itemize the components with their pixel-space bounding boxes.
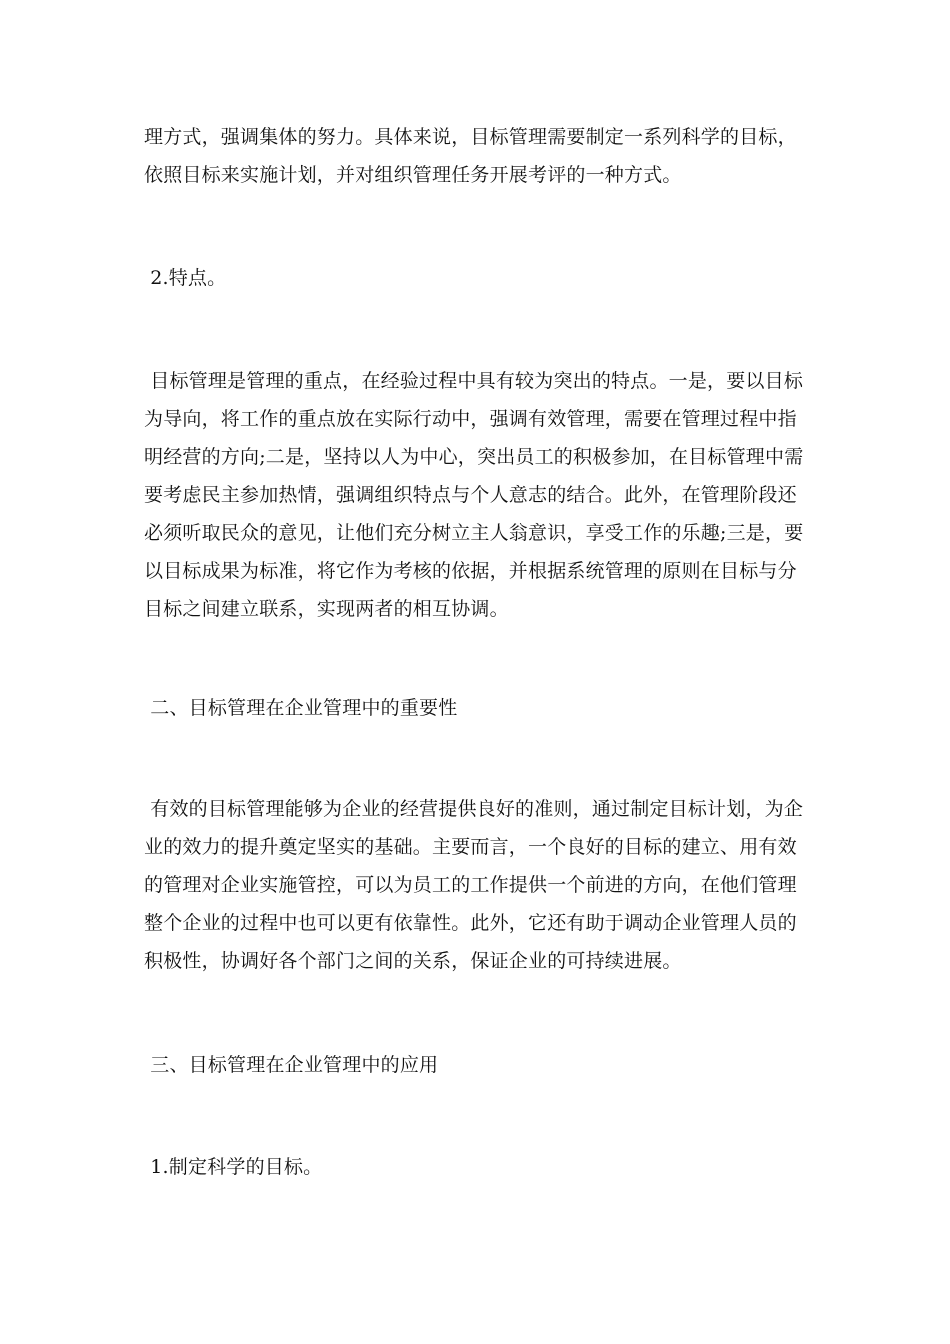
heading-application: 三、目标管理在企业管理中的应用: [144, 1054, 439, 1076]
heading-importance: 二、目标管理在企业管理中的重要性: [144, 697, 458, 719]
paragraph-importance: 有效的目标管理能够为企业的经营提供良好的准则，通过制定目标计划，为企业的效力的提升奠定坚实的基础。主要而言，一个良好的目标的建立、用有效的管理对企业实施管控，可以为员工的工作提供一个前进的方向，在他们管理整个企业的过程中也可以更有依靠性。此外，它还有助于调动企业管理人员的积极性，协调好各个部门之间的关系，保证企业的可持续进展。: [144, 798, 804, 972]
heading-features: 2.特点。: [144, 267, 227, 289]
paragraph-intro-tail: 理方式，强调集体的努力。具体来说，目标管理需要制定一系列科学的目标，依照目标来实施计划，并对组织管理任务开展考评的一种方式。: [144, 126, 797, 186]
paragraph-features: 目标管理是管理的重点，在经验过程中具有较为突出的特点。一是，要以目标为导向，将工作的重点放在实际行动中，强调有效管理，需要在管理过程中指明经营的方向;二是，坚持以人为中心，突出员工的积极参加，在目标管理中需要考虑民主参加热情，强调组织特点与个人意志的结合。此外，在管理阶段还必须听取民众的意见，让他们充分树立主人翁意识，享受工作的乐趣;三是，要以目标成果为标准，将它作为考核的依据，并根据系统管理的原则在目标与分目标之间建立联系，实现两者的相互协调。: [144, 370, 804, 620]
heading-step-1: 1.制定科学的目标。: [144, 1156, 323, 1178]
